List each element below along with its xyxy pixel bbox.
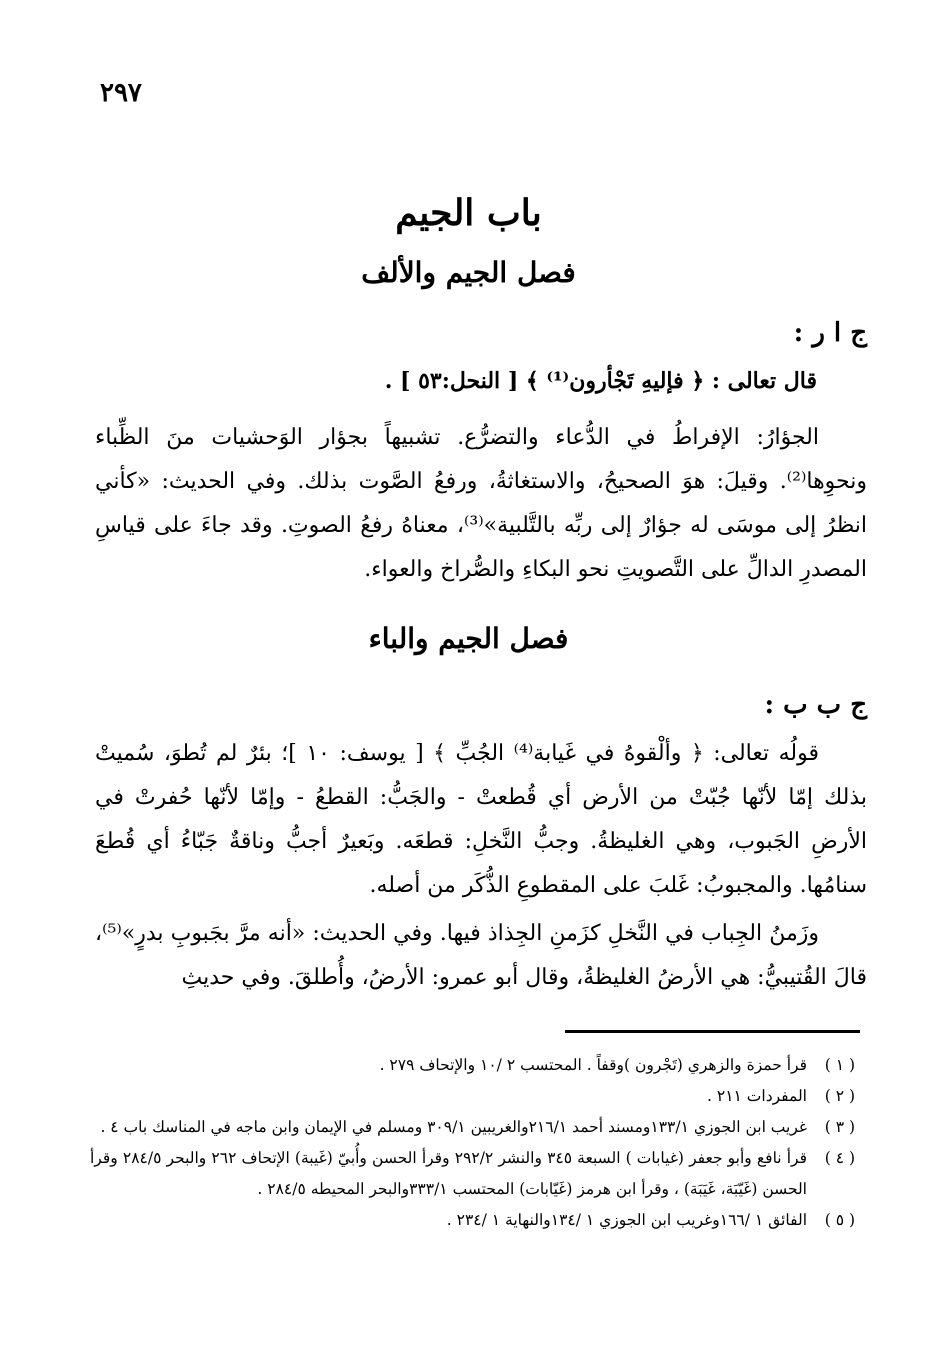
page-number: ٢٩٧ xyxy=(100,78,142,108)
entry-paragraph xyxy=(95,732,867,908)
entry-paragraph-text: الجؤارُ: الإفراطُ في الدُّعاء والتضرُّع. تشبيهاً بجؤار الوَحشيات منَ الظِّباء ونحوِها⁽²⁾. وقيلَ: هوَ الصحيحُ، والاستغاثةُ، ورفعُ الصَّوت بذلك. وفي الحديث: «كأني انظرُ إلى موسَى له جؤارٌ إلى ربِّه بالتَّلبية»⁽³⁾، معناهُ رفعُ الصوتِ. وقد جاءَ على قياسِ المصدرِ الدالِّ على التَّصويتِ نحو البكاءِ والصُّراخ والعواء. xyxy=(95,425,867,582)
footnote-text: قرأ حمزة والزهري (تَجْرون )وقفاً . المحتسب ٢ /١٠ والإتحاف ٢٧٩ . xyxy=(379,1056,807,1074)
section-title-jeem-alif: فصل الجيم والألف xyxy=(361,256,576,289)
entry-paragraph xyxy=(95,912,867,1000)
footnote xyxy=(90,1143,855,1205)
footnote-text: قرأ نافع وأبو جعفر (غيابات ) السبعة ٣٤٥ والنشر ٢٩٢/٢ وقرأ الحسن وأُبيّ (غَيبة) الإتحاف ٢٦٢ والبحر ٢٨٤/٥ وقرأ الحسن (غَيّبَة، غَيَبَة) ، وقرأ ابن هرمز (غَيّابات) المحتسب ٣٣٣/١والبحر المحيطه ٢٨٤/٥ . xyxy=(90,1149,808,1198)
footnote-number: ( ٤ ) xyxy=(824,1149,855,1167)
root-heading-jaar: ج ا ر : xyxy=(793,318,867,348)
chapter-title: باب الجيم xyxy=(395,192,542,234)
footnote-number: ( ٢ ) xyxy=(824,1087,855,1105)
footnote-text: الفائق ١ /١٦٦وغريب ابن الجوزي ١ /١٣٤والنهاية ١ /٢٣٤ . xyxy=(446,1211,807,1229)
footnotes xyxy=(90,1050,855,1236)
footnote-separator xyxy=(565,1030,860,1033)
entry-paragraph-text: وزَمنُ الجِباب في النَّخلِ كزَمنِ الجِذاذ فيها. وفي الحديث: «أنه مرَّ بجَبوبِ بدرٍ»⁽⁵⁾، قالَ القُتيبيُّ: هي الأرضُ الغليظةُ، وقال أبو عمرو: الأرضُ، وأُطلقَ. وفي حديثِ xyxy=(95,921,867,990)
footnote-number: ( ٥ ) xyxy=(824,1211,855,1229)
footnote-text: المفردات ٢١١ . xyxy=(707,1087,807,1105)
footnote-number: ( ٣ ) xyxy=(824,1118,855,1136)
footnote-text: غريب ابن الجوزي ١٣٣/١ومسند أحمد ٢١٦/١والغريبين ٣٠٩/١ ومسلم في الإيمان وابن ماجه في المناسك باب ٤ . xyxy=(100,1118,807,1136)
entry-paragraph xyxy=(95,416,867,592)
section-title-jeem-baa: فصل الجيم والباء xyxy=(368,622,569,655)
footnote-number: ( ١ ) xyxy=(824,1056,855,1074)
footnote xyxy=(90,1081,855,1112)
quran-citation: قال تعالى : ﴿ فإليهِ تَجْأرون⁽¹⁾ ﴾ [ النحل:٥٣ ] . xyxy=(384,368,817,394)
footnote xyxy=(90,1112,855,1143)
entry-paragraph-text: قولُه تعالى: ﴿ وألْقوهُ في غَيابة⁽⁴⁾ الجُبِّ ﴾ [ يوسف: ١٠ ]؛ بئرٌ لم تُطوَ، سُميتْ بذلك إمّا لأنّها جُبّتْ من الأرض أي قُطعتْ - والجَبُّ: القطعُ - وإمّا لأنّها حُفرتْ في الأرضِ الجَبوب، وهي الغليظةُ. وجبُّ النَّخلِ: قطعَه. وبَعيرٌ أجبُّ وناقةٌ جَبّاءُ أي قُطعَ سنامُها. والمجبوبُ: غَلبَ على المقطوعِ الذُّكَر من أصله. xyxy=(95,741,867,898)
footnote xyxy=(90,1205,855,1236)
footnote xyxy=(90,1050,855,1081)
root-heading-jabb: ج ب ب : xyxy=(764,690,867,720)
